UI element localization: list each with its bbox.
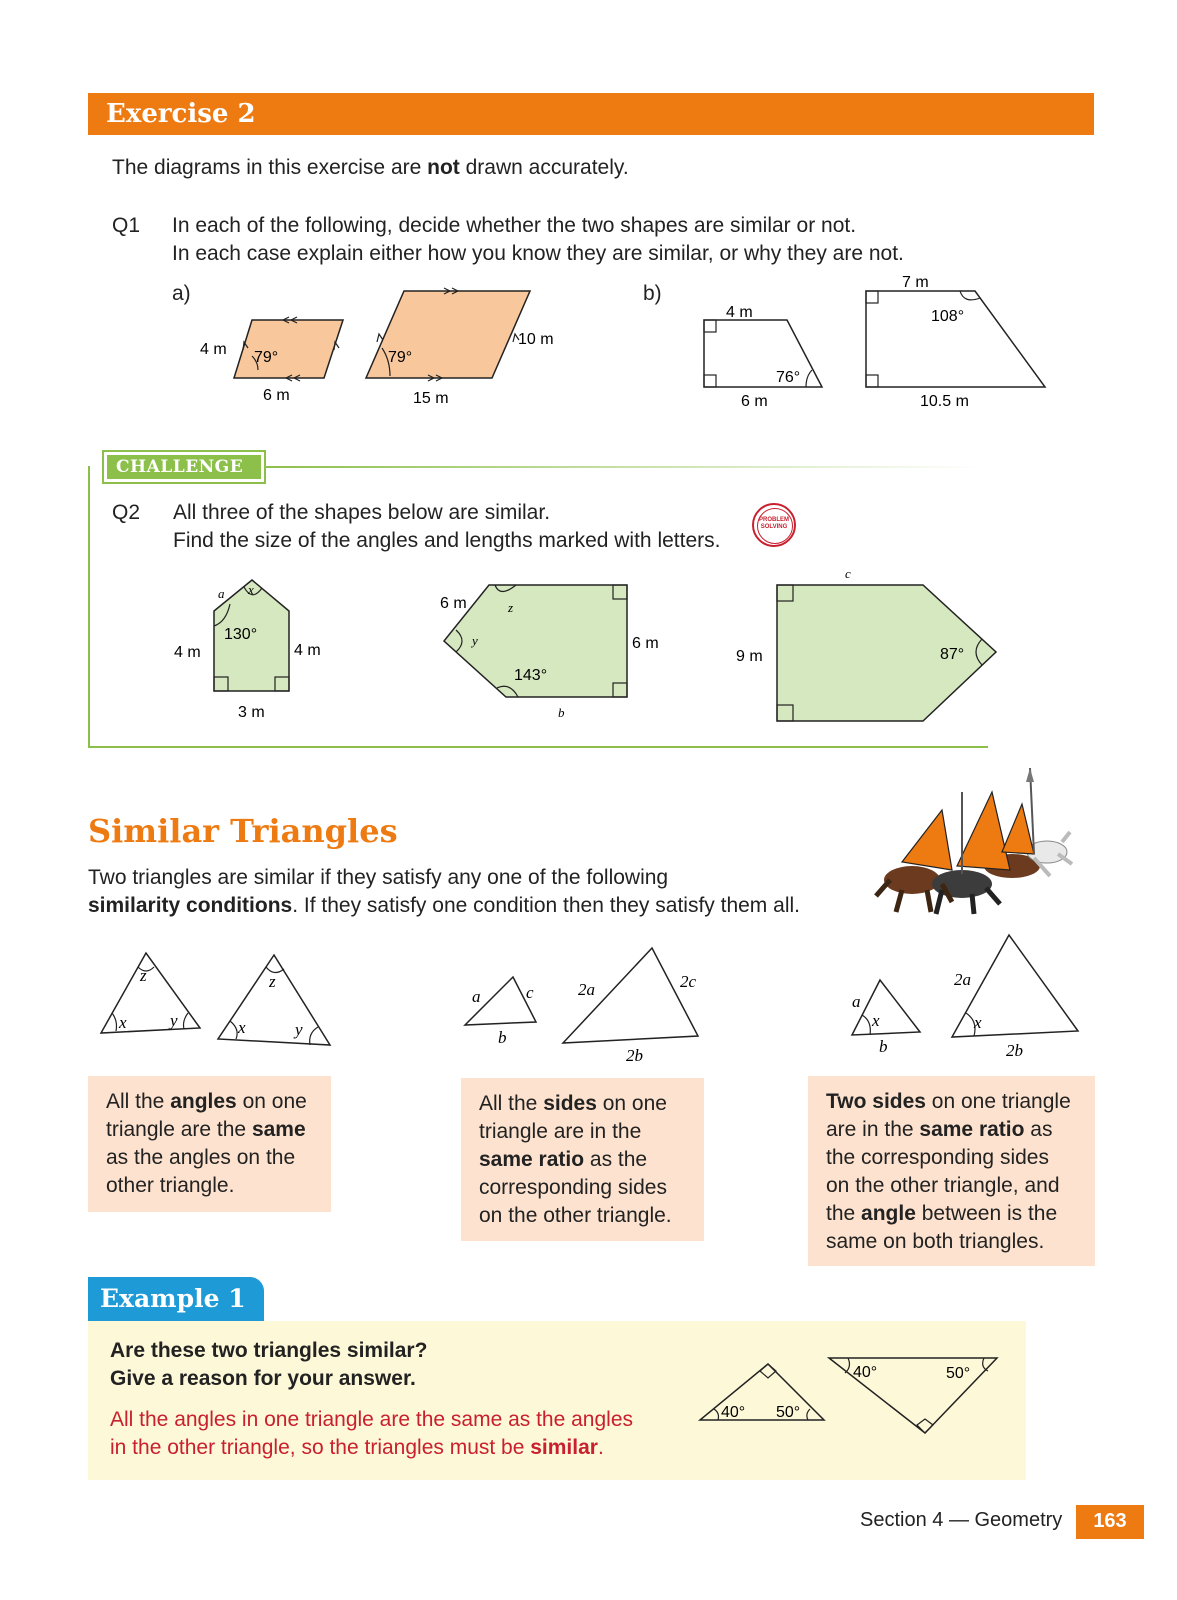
svg-text:3 m: 3 m (238, 704, 265, 721)
svg-text:c: c (526, 983, 534, 1002)
medium-hexagon (440, 585, 659, 720)
svg-text:y: y (472, 633, 478, 648)
svg-text:50°: 50° (946, 1365, 971, 1382)
example-question-line2: Give a reason for your answer. (110, 1367, 416, 1390)
svg-text:4 m: 4 m (174, 644, 201, 661)
svg-text:79°: 79° (254, 349, 279, 366)
svg-text:50°: 50° (776, 1404, 801, 1421)
small-parallelogram (200, 317, 343, 404)
aaa-triangles (101, 953, 330, 1045)
svg-text:40°: 40° (853, 1364, 878, 1381)
small-pentagon (174, 580, 321, 721)
svg-text:2b: 2b (1006, 1041, 1023, 1060)
svg-text:4 m: 4 m (294, 642, 321, 659)
svg-text:9 m: 9 m (736, 648, 763, 665)
exercise-title: Exercise 2 (106, 99, 256, 129)
sas-triangles (852, 935, 1078, 1060)
svg-text:a: a (218, 586, 225, 601)
svg-text:15 m: 15 m (413, 390, 449, 407)
svg-text:2c: 2c (680, 972, 697, 991)
svg-text:x: x (238, 1018, 246, 1037)
svg-text:y: y (295, 1020, 303, 1039)
svg-text:z: z (269, 972, 276, 991)
condition-box-sides: All the sides on one triangle are in the same ratio as the corresponding sides on the other triangle. (461, 1078, 704, 1241)
footer-section: Section 4 — Geometry (860, 1509, 1063, 1531)
q1-line1: In each of the following, decide whether the two shapes are similar or not. (172, 214, 857, 237)
svg-text:10 m: 10 m (518, 331, 554, 348)
q1-number: Q1 (112, 214, 141, 237)
svg-text:7 m: 7 m (902, 274, 929, 291)
svg-text:2a: 2a (954, 970, 971, 989)
challenge-top-rule (262, 466, 982, 468)
q2-line2: Find the size of the angles and lengths marked with letters. (173, 529, 721, 552)
svg-text:b: b (558, 705, 565, 720)
svg-text:a: a (472, 987, 481, 1006)
challenge-tag: CHALLENGE (104, 452, 264, 482)
svg-text:76°: 76° (776, 369, 801, 386)
svg-text:4 m: 4 m (200, 341, 227, 358)
q1-line2: In each case explain either how you know they are similar, or why they are not. (172, 242, 904, 265)
svg-text:4 m: 4 m (726, 304, 753, 321)
svg-text:6 m: 6 m (263, 387, 290, 404)
sss-triangles (465, 948, 698, 1065)
svg-text:2a: 2a (578, 980, 595, 999)
example-answer-line1: All the angles in one triangle are the same as the angles (110, 1408, 634, 1431)
section-intro-line1: Two triangles are similar if they satisfy any one of the following (88, 866, 669, 889)
svg-text:x: x (119, 1013, 127, 1032)
svg-text:z: z (508, 600, 514, 615)
example-answer-line2: in the other triangle, so the triangles must be similar. (110, 1436, 604, 1459)
q1-part-a: a) (172, 282, 191, 305)
large-trapezoid (866, 274, 1045, 410)
svg-text:87°: 87° (940, 646, 965, 663)
condition-box-angles: All the angles on one triangle are the same as the angles on the other triangle. (88, 1076, 331, 1212)
large-pentagon (736, 566, 996, 721)
svg-text:y: y (170, 1011, 178, 1030)
page-number-badge: 163 (1076, 1505, 1144, 1539)
svg-text:6 m: 6 m (741, 393, 768, 410)
example-triangles (690, 1345, 1010, 1445)
svg-text:x: x (974, 1013, 982, 1032)
svg-text:c: c (845, 566, 851, 581)
svg-text:x: x (248, 582, 254, 597)
problem-solving-stamp: PROBLEM SOLVING (752, 503, 796, 547)
svg-text:143°: 143° (514, 667, 548, 684)
svg-text:79°: 79° (388, 349, 413, 366)
condition-triangles (0, 925, 1177, 1065)
svg-text:b: b (498, 1028, 507, 1047)
svg-text:40°: 40° (721, 1404, 746, 1421)
q1-diagrams (0, 0, 1177, 440)
svg-text:2b: 2b (626, 1046, 643, 1065)
condition-box-sas: Two sides on one triangle are in the same ratio as the corresponding sides on the other triangle, and the angle between is the same on both triangles. (808, 1076, 1095, 1266)
svg-text:130°: 130° (224, 626, 258, 643)
q2-number: Q2 (112, 501, 141, 524)
example-triangle-2 (829, 1358, 997, 1433)
example-triangle-1 (700, 1364, 824, 1421)
svg-text:108°: 108° (931, 308, 965, 325)
svg-text:10.5 m: 10.5 m (920, 393, 969, 410)
section-intro-line2: similarity conditions. If they satisfy one condition then they satisfy them all. (88, 894, 800, 917)
section-heading: Similar Triangles (88, 812, 398, 850)
svg-text:x: x (872, 1011, 880, 1030)
svg-text:a: a (852, 992, 861, 1011)
example-question-line1: Are these two triangles similar? (110, 1339, 428, 1362)
q2-line1: All three of the shapes below are similar. (173, 501, 551, 524)
svg-text:b: b (879, 1037, 888, 1056)
knights-illustration (862, 762, 1077, 922)
small-trapezoid (704, 304, 822, 410)
svg-text:6 m: 6 m (440, 595, 467, 612)
exercise-intro: The diagrams in this exercise are not drawn accurately. (112, 156, 629, 179)
example-tab: Example 1 (88, 1277, 264, 1321)
large-parallelogram (366, 288, 554, 407)
q2-diagrams (0, 560, 1177, 740)
svg-text:z: z (140, 966, 147, 985)
svg-text:6 m: 6 m (632, 635, 659, 652)
q1-part-b: b) (643, 282, 662, 305)
